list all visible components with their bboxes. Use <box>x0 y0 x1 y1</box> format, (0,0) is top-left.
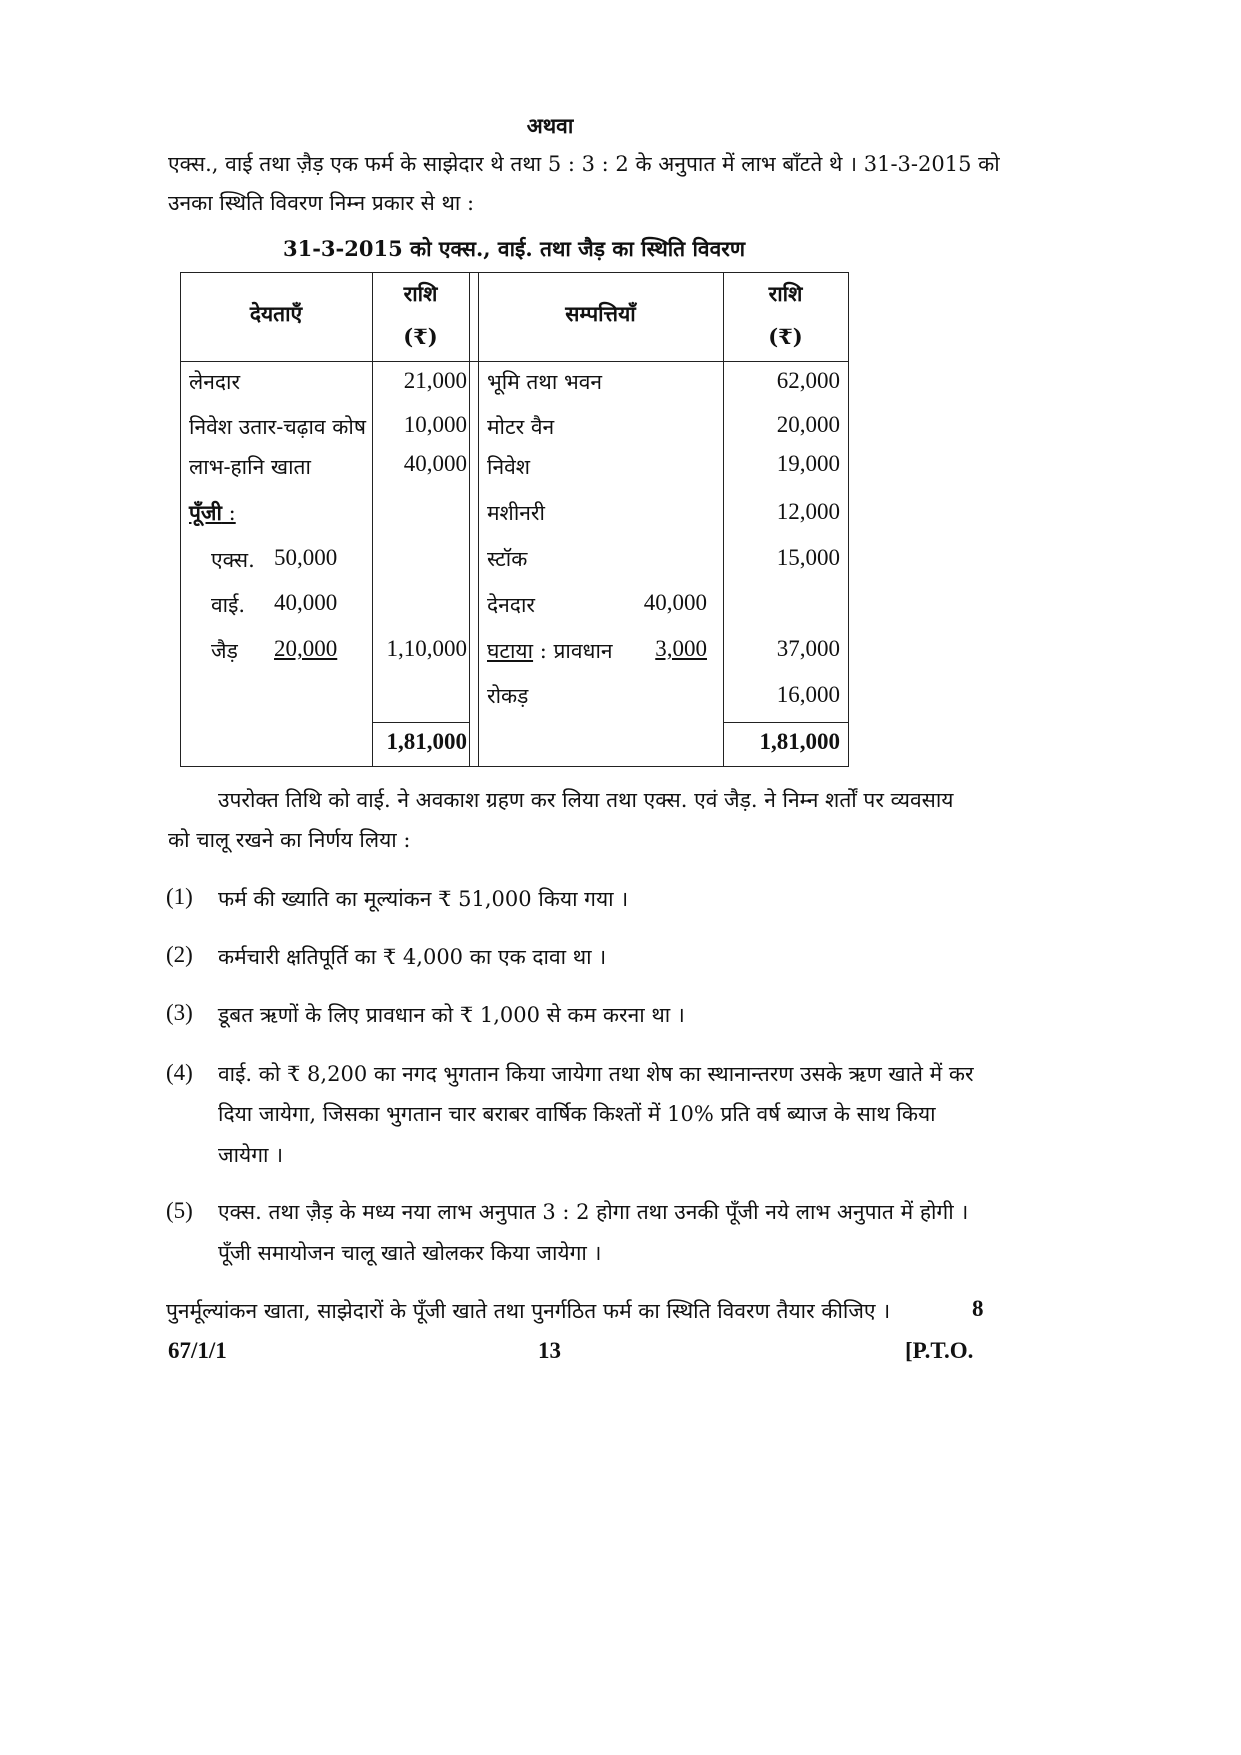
capital-y-amount: 40,000 <box>274 590 338 615</box>
liability-pl: लाभ-हानि खाता <box>189 455 311 479</box>
final-instruction: पुनर्मूल्यांकन खाता, साझेदारों के पूँजी खाते तथा पुनर्गठित फर्म का स्थिति विवरण तैयार कीजिए । <box>166 1299 891 1323</box>
intro-line-2: उनका स्थिति विवरण निम्न प्रकार से था : <box>168 191 475 215</box>
retirement-para-line-1: उपरोक्त तिथि को वाई. ने अवकाश ग्रहण कर लिया तथा एक्स. एवं जैड़. ने निम्न शर्तों पर व्यवसाय <box>218 788 954 812</box>
asset-investment-amount: 19,000 <box>776 451 840 476</box>
capital-z-amount: 20,000 <box>274 636 338 661</box>
capital-x-name: एक्स. <box>211 548 255 572</box>
table-title: 31-3-2015 को एक्स., वाई. तथा जैड़ का स्थिति विवरण <box>282 236 746 261</box>
net-debtors-amount: 37,000 <box>776 636 840 661</box>
less-label: घटाया <box>487 639 534 663</box>
condition-text: कर्मचारी क्षतिपूर्ति का ₹ 4,000 का एक दावा था । <box>218 945 607 969</box>
asset-cash-amount: 16,000 <box>776 682 840 707</box>
asset-stock: स्टॉक <box>487 547 528 571</box>
provision-line <box>487 637 613 665</box>
asset-cash: रोकड़ <box>487 684 529 708</box>
asset-debtors: देनदार <box>487 593 535 617</box>
condition-text: जायेगा । <box>218 1143 284 1167</box>
header-assets: सम्पत्तियाँ <box>565 301 636 326</box>
provision-amount: 3,000 <box>655 636 707 661</box>
asset-machinery: मशीनरी <box>487 501 545 525</box>
header-amount-right: राशि <box>768 281 803 306</box>
asset-debtors-amount: 40,000 <box>643 590 707 615</box>
condition-text: फर्म की ख्याति का मूल्यांकन ₹ 51,000 किया गया । <box>218 887 629 911</box>
liability-creditors: लेनदार <box>189 370 241 394</box>
capital-x-amount: 50,000 <box>274 545 338 570</box>
condition-text: डूबत ऋणों के लिए प्रावधान को ₹ 1,000 से कम करना था । <box>218 1003 685 1027</box>
capital-y-name: वाई. <box>211 593 246 617</box>
header-liabilities: देयताएँ <box>249 301 303 326</box>
retirement-para-line-2: को चालू रखने का निर्णय लिया : <box>168 828 411 852</box>
asset-land: भूमि तथा भवन <box>487 370 603 394</box>
capital-heading <box>189 499 236 527</box>
condition-text: पूँजी समायोजन चालू खाते खोलकर किया जायेगा । <box>218 1241 602 1265</box>
asset-land-amount: 62,000 <box>776 368 840 393</box>
condition-number: (3) <box>166 1000 193 1025</box>
liability-pl-amount: 40,000 <box>403 451 467 476</box>
intro-line-1: एक्स., वाई तथा ज़ैड़ एक फर्म के साझेदार थे तथा 5 : 3 : 2 के अनुपात में लाभ बाँटते थे । 31-3-2015 को <box>168 152 1000 176</box>
condition-number: (4) <box>166 1060 193 1085</box>
header-currency-left: (₹) <box>403 324 438 349</box>
asset-investment: निवेश <box>487 455 531 479</box>
condition-number: (2) <box>166 942 193 967</box>
capital-label: पूँजी <box>189 500 222 525</box>
page-number: 13 <box>538 1338 561 1363</box>
condition-text: एक्स. तथा ज़ैड़ के मध्य नया लाभ अनुपात 3 : 2 होगा तथा उनकी पूँजी नये लाभ अनुपात में होगी । <box>218 1200 969 1224</box>
condition-number: (1) <box>166 884 193 909</box>
pto-label: [P.T.O. <box>905 1338 974 1363</box>
total-assets: 1,81,000 <box>759 729 840 754</box>
asset-stock-amount: 15,000 <box>776 545 840 570</box>
asset-van-amount: 20,000 <box>776 412 840 437</box>
condition-text: वाई. को ₹ 8,200 का नगद भुगतान किया जायेगा तथा शेष का स्थानान्तरण उसके ऋण खाते में कर <box>218 1062 974 1086</box>
total-liabilities: 1,81,000 <box>386 729 467 754</box>
capital-colon: : <box>221 501 236 525</box>
liability-ifr-amount: 10,000 <box>403 412 467 437</box>
provision-label: : प्रावधान <box>533 639 613 663</box>
condition-number: (5) <box>166 1198 193 1223</box>
marks: 8 <box>972 1296 984 1321</box>
liability-creditors-amount: 21,000 <box>403 368 467 393</box>
header-amount-left: राशि <box>403 281 438 306</box>
or-heading: अथवा <box>526 113 574 138</box>
liability-ifr: निवेश उतार-चढ़ाव कोष <box>189 415 366 439</box>
capital-total: 1,10,000 <box>386 636 467 661</box>
capital-z-name: जैड़ <box>211 639 238 663</box>
paper-code: 67/1/1 <box>168 1338 227 1363</box>
header-currency-right: (₹) <box>768 324 803 349</box>
asset-van: मोटर वैन <box>487 415 555 439</box>
asset-machinery-amount: 12,000 <box>776 499 840 524</box>
condition-text: दिया जायेगा, जिसका भुगतान चार बराबर वार्षिक किश्तों में 10% प्रति वर्ष ब्याज के साथ किया <box>218 1102 936 1126</box>
